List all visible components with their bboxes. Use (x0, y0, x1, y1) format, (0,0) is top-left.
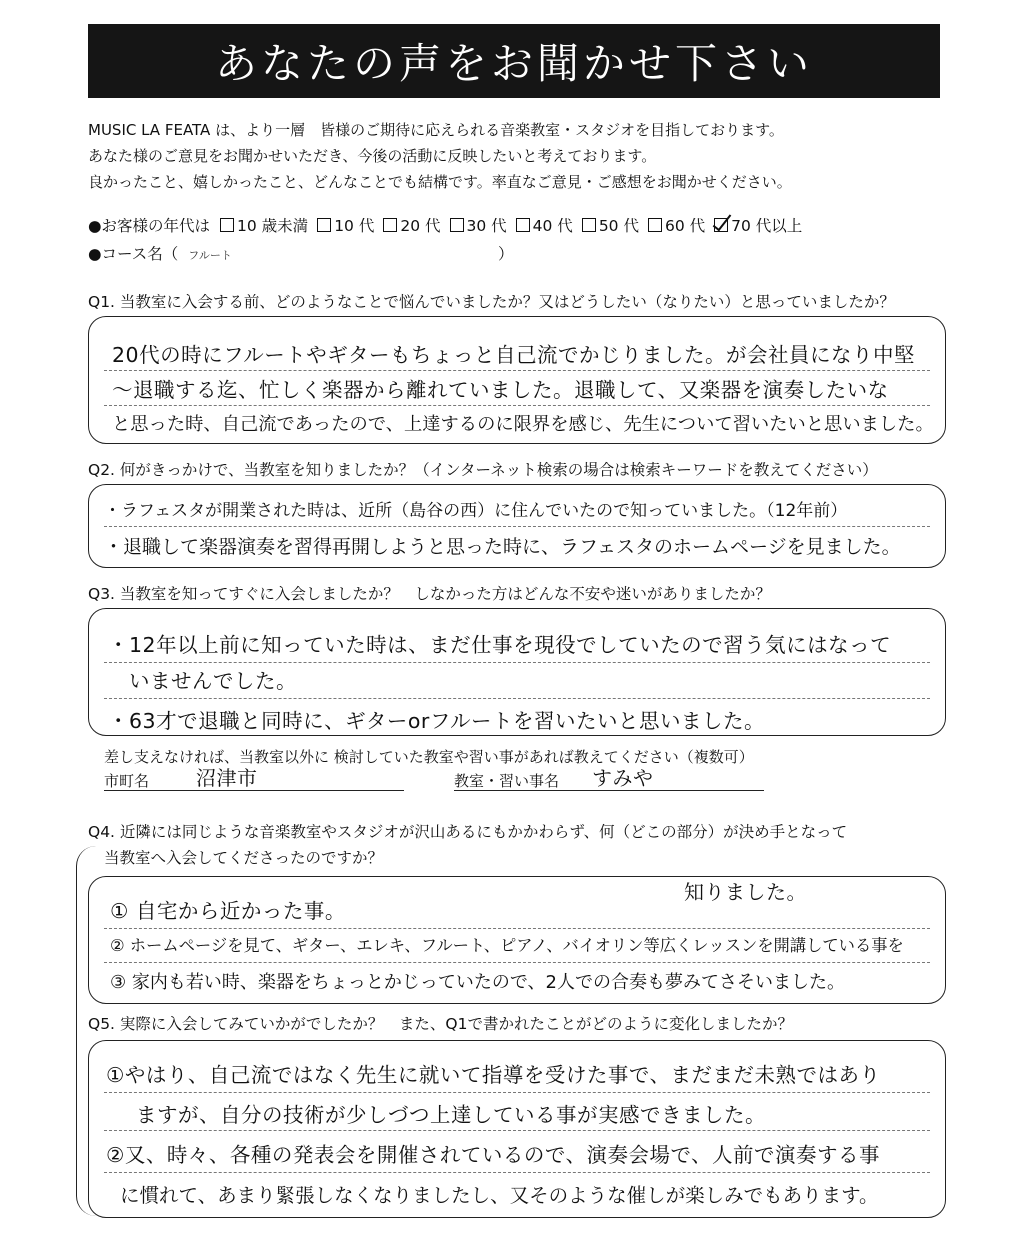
age-option[interactable]: 60 代 (648, 214, 705, 236)
q1-answer-line: ～退職する迄、忙しく楽器から離れていました。退職して、又楽器を演奏したいな (112, 378, 889, 402)
checkbox-icon[interactable] (317, 218, 331, 232)
q3-answer-line: いませんでした。 (108, 669, 297, 693)
q2-answer-line: ・ラフェスタが開業された時は、近所（島谷の西）に住んでいたので知っていました。（12年前） (104, 501, 848, 521)
ruled-line (104, 370, 930, 371)
q4-note: 知りました。 (684, 880, 807, 904)
underline (454, 790, 764, 791)
q3-sub-question: 差し支えなければ、当教室以外に 検討していた教室や習い事があれば教えてください（複数可） (104, 748, 754, 766)
age-option[interactable]: 50 代 (582, 214, 639, 236)
age-option[interactable]: 30 代 (450, 214, 507, 236)
ruled-line (104, 662, 930, 663)
q5-question: Q5. 実際に入会してみていかがでしたか？ また、Q1で書かれたことがどのように変化しましたか？ (88, 1015, 793, 1033)
age-option[interactable]: 10 代 (317, 214, 374, 236)
ruled-line (104, 698, 930, 699)
intro-line: MUSIC LA FEATA は、より一層 皆様のご期待に応えられる音楽教室・スタジオを目指しております。 (88, 121, 784, 139)
age-option[interactable]: 40 代 (516, 214, 573, 236)
age-selector (88, 214, 811, 236)
ruled-line (104, 928, 930, 929)
q1-question: Q1. 当教室に入会する前、どのようなことで悩んでいましたか？又はどうしたい（なりたい）と思っていましたか？ (88, 293, 895, 311)
ruled-line (104, 405, 930, 406)
q3-answer-line: ・63才で退職と同時に、ギターorフルートを習いたいと思いました。 (108, 709, 766, 733)
q3-answer-line: ・12年以上前に知っていた時は、まだ仕事を現役でしていたので習う気にはなって (108, 633, 892, 657)
q3-question: Q3. 当教室を知ってすぐに入会しましたか？ しなかった方はどんな不安や迷いがありましたか？ (88, 585, 771, 603)
checkbox-icon[interactable] (516, 218, 530, 232)
checked-checkbox-icon[interactable] (714, 218, 728, 232)
city-label: 市町名 (104, 772, 150, 790)
age-option[interactable]: 20 代 (383, 214, 440, 236)
q2-question: Q2. 何がきっかけで、当教室を知りましたか？（インターネット検索の場合は検索キーワードを教えてください） (88, 461, 878, 479)
q4-answer-line: ① 自宅から近かった事。 (110, 899, 346, 923)
underline (104, 790, 404, 791)
q1-answer-line: 20代の時にフルートやギターもちょっと自己流でかじりました。が会社員になり中堅 (112, 343, 916, 367)
school-label: 教室・習い事名 (454, 772, 560, 790)
course-label: ●コース名（ (88, 245, 179, 263)
q5-answer-line: ②又、時々、各種の発表会を開催されているので、演奏会場で、人前で演奏する事 (106, 1143, 881, 1167)
q5-answer-line: ますが、自分の技術が少しづつ上達している事が実感できました。 (136, 1103, 766, 1127)
q2-answer-line: ・退職して楽器演奏を習得再開しようと思った時に、ラフェスタのホームページを見ました。 (104, 536, 901, 558)
age-label: ●お客様の年代は (88, 217, 211, 235)
intro-line: 良かったこと、嬉しかったこと、どんなことでも結構です。率直なご意見・ご感想をお聞かせください。 (88, 173, 792, 191)
q5-answer-line: に慣れて、あまり緊張しなくなりましたし、又そのような催しが楽しみでもあります。 (120, 1184, 879, 1207)
course-close-paren: ） (498, 245, 514, 263)
intro-text (88, 117, 948, 195)
ruled-line (104, 1172, 930, 1173)
ruled-line (104, 1092, 930, 1093)
age-option-selected[interactable]: 70 代以上 (714, 214, 802, 236)
q4-question: 当教室へ入会してくださったのですか？ (104, 849, 384, 867)
course-value[interactable]: フルート (188, 249, 232, 262)
course-row (88, 242, 514, 264)
checkbox-icon[interactable] (220, 218, 234, 232)
ruled-line (104, 526, 930, 527)
checkbox-icon[interactable] (450, 218, 464, 232)
ruled-line (104, 1130, 930, 1131)
ruled-line (104, 962, 930, 963)
q4-question: Q4. 近隣には同じような音楽教室やスタジオが沢山あるにもかかわらず、何（どこの部分）が決め手となって (88, 823, 848, 841)
school-value[interactable]: すみや (592, 766, 654, 790)
q4-answer-line: ② ホームページを見て、ギター、エレキ、フルート、ピアノ、バイオリン等広くレッスンを開講している事を (110, 936, 904, 955)
q1-answer-line: と思った時、自己流であったので、上達するのに限界を感じ、先生について習いたいと思いました。 (112, 414, 934, 435)
checkbox-icon[interactable] (648, 218, 662, 232)
age-option[interactable]: 10 歳未満 (220, 214, 308, 236)
intro-line: あなた様のご意見をお聞かせいただき、今後の活動に反映したいと考えております。 (88, 147, 657, 165)
page-title: あなたの声をお聞かせ下さい (88, 24, 940, 98)
q4-answer-line: ③ 家内も若い時、楽器をちょっとかじっていたので、2人での合奏も夢みてさそいました。 (110, 972, 845, 993)
q5-answer-line: ①やはり、自己流ではなく先生に就いて指導を受けた事で、まだまだ未熟ではあり (106, 1063, 881, 1087)
checkbox-icon[interactable] (383, 218, 397, 232)
checkbox-icon[interactable] (582, 218, 596, 232)
city-value[interactable]: 沼津市 (196, 766, 258, 790)
